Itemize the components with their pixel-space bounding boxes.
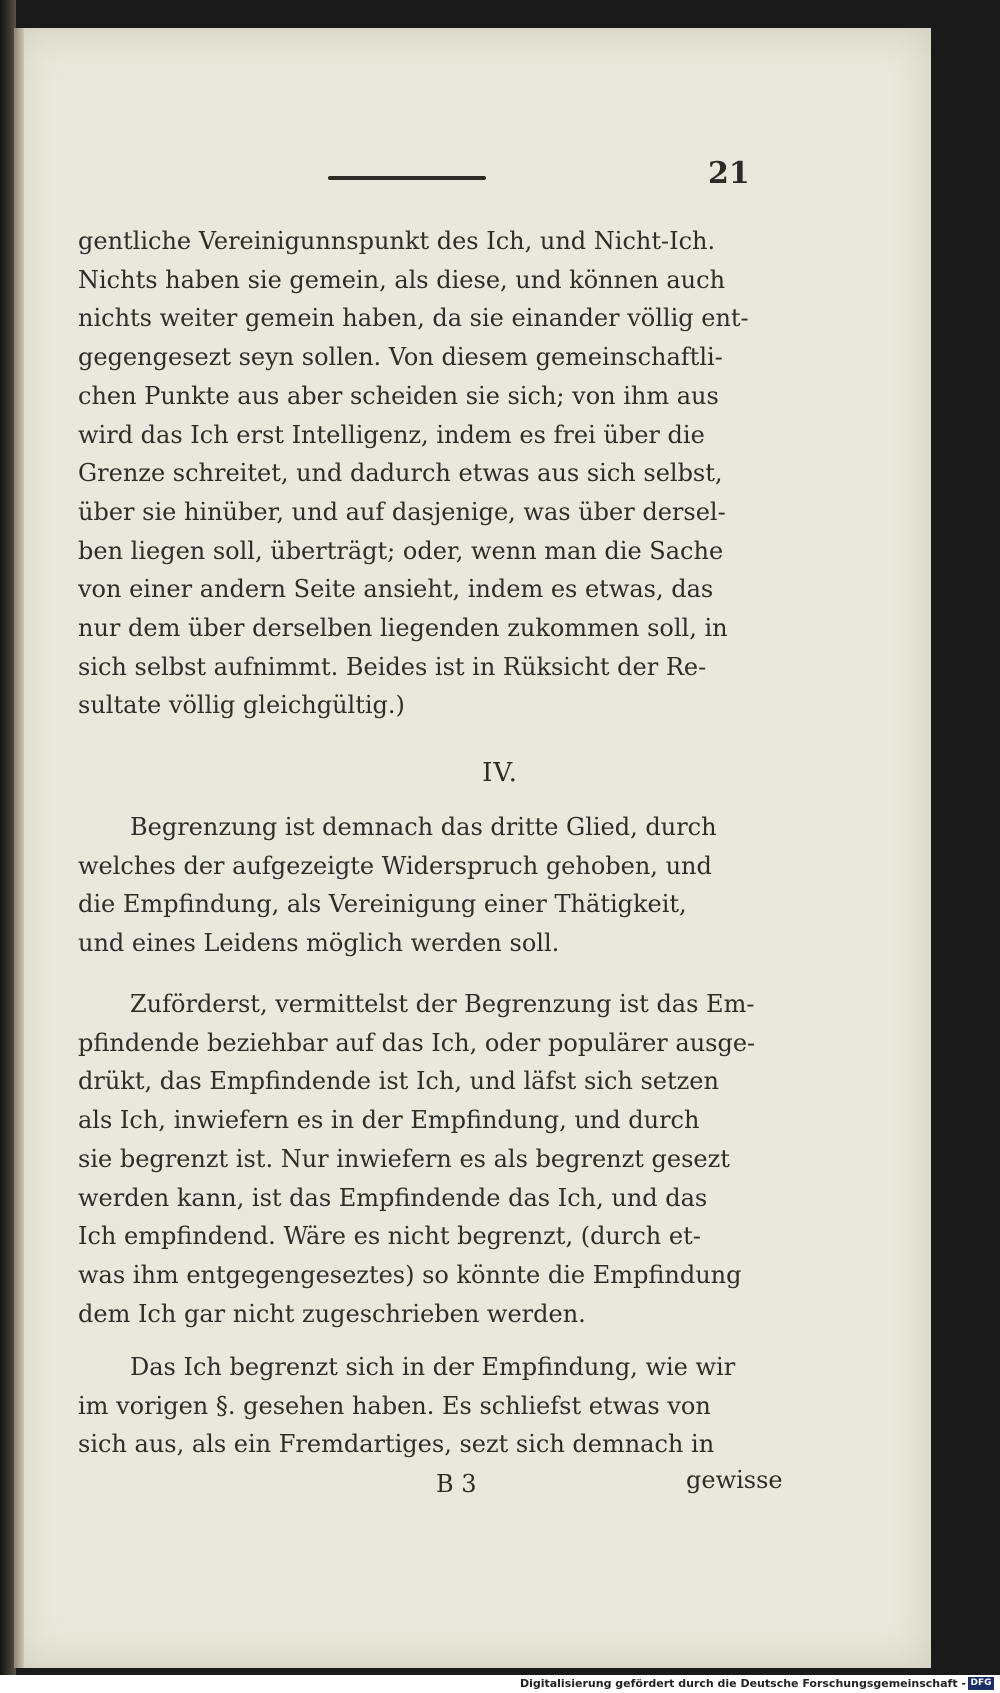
- text-line: was ihm entgegengeseztes) so könnte die Empfindung: [78, 1260, 742, 1289]
- text-line: ben liegen soll, überträgt; oder, wenn man die Sache: [78, 536, 724, 565]
- page-number: 21: [708, 156, 750, 191]
- text-line: Nichts haben sie gemein, als diese, und können auch: [78, 265, 726, 294]
- text-line: über sie hinüber, und auf dasjenige, was über dersel-: [78, 497, 726, 526]
- text-line: nichts weiter gemein haben, da sie einander völlig ent-: [78, 304, 749, 333]
- header-rule: [328, 176, 486, 180]
- text-line: von einer andern Seite ansieht, indem es etwas, das: [78, 575, 714, 604]
- dfg-logo: DFG: [968, 1677, 994, 1690]
- text-line: welches der aufgezeigte Widerspruch gehoben, und: [78, 851, 712, 880]
- digitization-credit: Digitalisierung gefördert durch die Deutsche Forschungsgemeinschaft -: [519, 1677, 966, 1690]
- text-line: die Empfindung, als Vereinigung einer Thätigkeit,: [78, 890, 687, 919]
- catchword: gewisse: [686, 1466, 783, 1494]
- section-heading: IV.: [482, 758, 518, 788]
- text-line: nur dem über derselben liegenden zukommen soll, in: [78, 614, 728, 643]
- text-line: und eines Leidens möglich werden soll.: [78, 929, 560, 958]
- text-line: werden kann, ist das Empfindende das Ich, und das: [78, 1183, 708, 1212]
- printer-signature: B 3: [436, 1470, 477, 1498]
- paragraph-1: [78, 222, 768, 725]
- text-line: Das Ich begrenzt sich in der Empfindung, wie wir: [130, 1353, 736, 1381]
- text-line: dem Ich gar nicht zugeschrieben werden.: [78, 1299, 586, 1328]
- text-line: sie begrenzt ist. Nur inwiefern es als begrenzt gesezt: [78, 1144, 730, 1173]
- text-line: Ich empfindend. Wäre es nicht begrenzt, (durch et-: [78, 1222, 701, 1251]
- text-line: sich aus, als ein Fremdartiges, sezt sich demnach in: [78, 1430, 715, 1459]
- paragraph-3: [78, 985, 768, 1333]
- paragraph-2: [78, 808, 768, 963]
- text-line: im vorigen §. gesehen haben. Es schliefst etwas von: [78, 1391, 711, 1420]
- text-line: sich selbst aufnimmt. Beides ist in Rüksicht der Re-: [78, 652, 707, 681]
- paragraph-4: [78, 1348, 768, 1464]
- text-line: pfindende beziehbar auf das Ich, oder populärer ausge-: [78, 1028, 756, 1057]
- text-line: sultate völlig gleichgültig.): [78, 691, 405, 720]
- text-line: als Ich, inwiefern es in der Empfindung, und durch: [78, 1106, 700, 1135]
- text-line: gegengesezt seyn sollen. Von diesem gemeinschaftli-: [78, 343, 723, 372]
- text-line: Zuförderst, vermittelst der Begrenzung ist das Em-: [130, 990, 755, 1018]
- text-line: wird das Ich erst Intelligenz, indem es frei über die: [78, 420, 705, 449]
- page-binding-edge: [14, 28, 24, 1668]
- text-line: gentliche Vereinigunnspunkt des Ich, und Nicht-Ich.: [78, 227, 716, 255]
- text-line: Begrenzung ist demnach das dritte Glied, durch: [130, 813, 717, 841]
- text-line: Grenze schreitet, und dadurch etwas aus sich selbst,: [78, 459, 723, 488]
- text-line: drükt, das Empfindende ist Ich, und läfst sich setzen: [78, 1067, 719, 1096]
- text-line: chen Punkte aus aber scheiden sie sich; von ihm aus: [78, 381, 719, 410]
